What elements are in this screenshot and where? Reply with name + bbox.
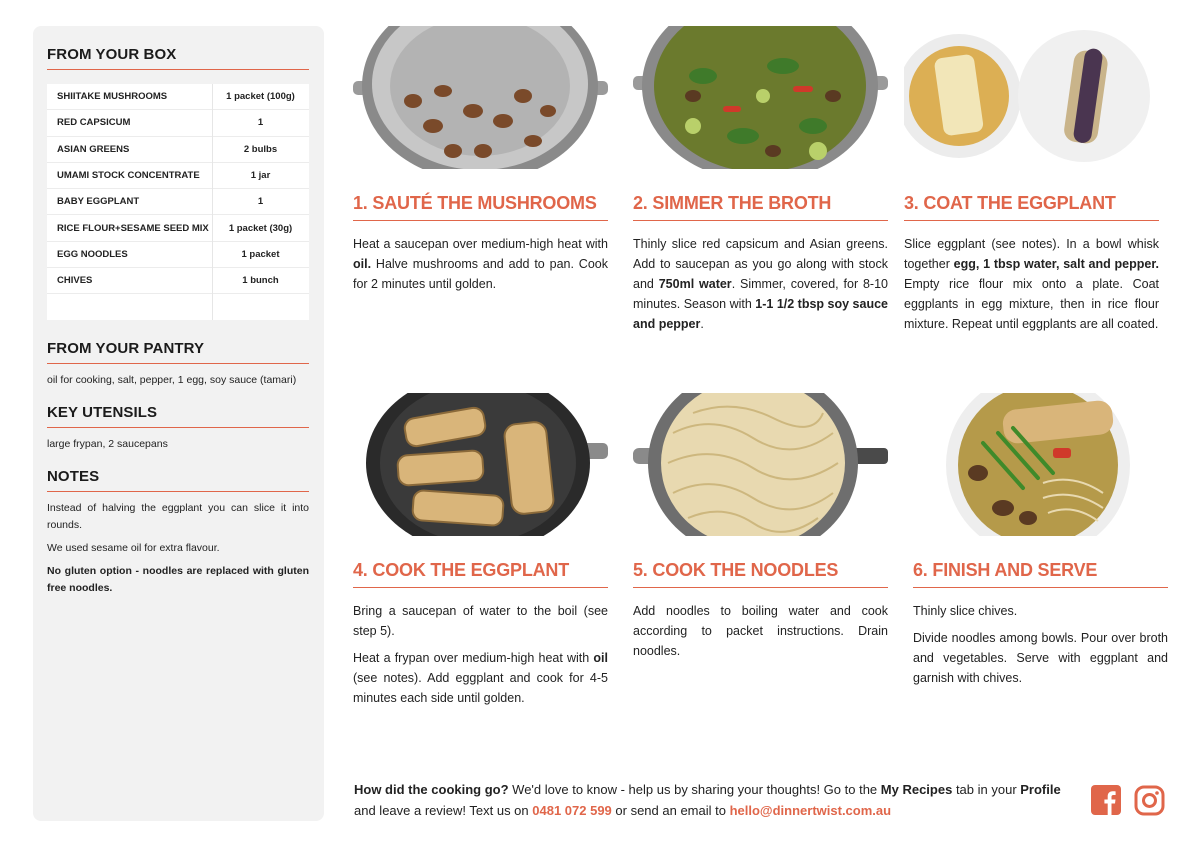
- ingredient-qty: 1: [257, 196, 264, 208]
- step-2: [633, 26, 888, 334]
- step-text: Heat a saucepan over medium-high heat with oil. Halve mushrooms and add to pan. Cook for 2 minutes until golden.: [353, 237, 608, 291]
- noodles-strainer-photo: [633, 393, 888, 536]
- ingredients-table: [47, 84, 309, 320]
- broth-pot-photo: [633, 26, 888, 169]
- step-title: 4. COOK THE EGGPLANT: [353, 560, 608, 588]
- step-3: [904, 26, 1159, 334]
- ingredient-qty: 2 bulbs: [243, 143, 278, 155]
- step-title: 6. FINISH AND SERVE: [913, 560, 1168, 588]
- ingredient-name: RED CAPSICUM: [57, 117, 131, 129]
- frypan-eggplant-photo: [353, 393, 608, 536]
- table-row: [47, 84, 309, 110]
- phone-link[interactable]: 0481 072 599: [532, 803, 612, 818]
- step-6: [913, 393, 1168, 688]
- pantry-text: oil for cooking, salt, pepper, 1 egg, soy sauce (tamari): [47, 374, 297, 386]
- ingredient-qty: 1 bunch: [242, 275, 279, 287]
- ingredient-name: BABY EGGPLANT: [57, 196, 140, 208]
- step-title: 1. SAUTÉ THE MUSHROOMS: [353, 193, 608, 221]
- ingredient-name: UMAMI STOCK CONCENTRATE: [57, 170, 200, 182]
- step-text: Thinly slice red capsicum and Asian greens. Add to saucepan as you go along with stock and 750ml water. Simmer, covered, for 8-10 minutes. Season with 1-1 1/2 tbsp soy sauce and pepper.: [633, 237, 888, 331]
- note-text: Instead of halving the eggplant you can slice it into rounds.: [47, 502, 309, 531]
- table-row: [47, 137, 309, 163]
- step-text: Thinly slice chives.: [913, 604, 1018, 618]
- key-utensils-heading: KEY UTENSILS: [47, 404, 309, 428]
- feedback-footer: How did the cooking go? We'd love to know - help us by sharing your thoughts! Go to the My Recipes tab in your Profile and leave a review! Text us on 0481 072 599 or send an email to hello@dinnertwist.com.au: [354, 782, 1061, 818]
- gluten-note: No gluten option - noodles are replaced with gluten free noodles.: [47, 565, 309, 594]
- step-text: Add noodles to boiling water and cook according to packet instructions. Drain noodles.: [633, 604, 888, 658]
- table-row: [47, 110, 309, 136]
- step-1: [353, 26, 608, 294]
- step-4: [353, 393, 608, 708]
- ingredient-qty: 1 jar: [250, 170, 271, 182]
- step-text: Heat a frypan over medium-high heat with oil (see notes). Add eggplant and cook for 4-5 minutes each side until golden.: [353, 651, 608, 705]
- ingredient-qty: 1 packet (100g): [226, 91, 295, 103]
- ingredient-qty: 1: [257, 117, 264, 129]
- mushrooms-pan-photo: [353, 26, 608, 169]
- ingredient-name: ASIAN GREENS: [57, 143, 130, 155]
- profile-link[interactable]: Profile: [1020, 782, 1061, 797]
- ingredient-name: EGG NOODLES: [57, 248, 128, 260]
- facebook-icon[interactable]: [1091, 785, 1121, 820]
- ingredient-name: RICE FLOUR+SESAME SEED MIX: [57, 222, 209, 234]
- table-row: [47, 163, 309, 189]
- table-row: [47, 242, 309, 268]
- step-title: 3. COAT THE EGGPLANT: [904, 193, 1159, 221]
- table-row: [47, 268, 309, 294]
- note-text: We used sesame oil for extra flavour.: [47, 542, 220, 554]
- ingredient-name: SHIITAKE MUSHROOMS: [57, 91, 168, 103]
- finished-bowl-photo: [913, 393, 1168, 536]
- instagram-icon[interactable]: [1134, 785, 1165, 821]
- email-link[interactable]: hello@dinnertwist.com.au: [729, 803, 892, 818]
- ingredient-name: CHIVES: [57, 275, 93, 287]
- my-recipes-link[interactable]: My Recipes: [880, 782, 953, 797]
- step-title: 2. SIMMER THE BROTH: [633, 193, 888, 221]
- step-5: [633, 393, 888, 661]
- notes-heading: NOTES: [47, 468, 309, 492]
- step-text: Slice eggplant (see notes). In a bowl whisk together egg, 1 tbsp water, salt and pepper. Empty rice flour mix onto a plate. Coat eggplants in egg mixture, then in rice flour mixture. Repeat until eggplants are all coated.: [904, 237, 1160, 331]
- ingredient-qty: 1 packet (30g): [228, 222, 293, 234]
- from-your-box-heading: FROM YOUR BOX: [47, 46, 309, 70]
- step-title: 5. COOK THE NOODLES: [633, 560, 888, 588]
- ingredient-qty: 1 packet: [241, 248, 280, 260]
- utensils-text: large frypan, 2 saucepans: [47, 438, 168, 450]
- coating-plates-photo: [904, 26, 1159, 169]
- table-row: [47, 215, 309, 241]
- step-text: Bring a saucepan of water to the boil (see step 5).: [353, 604, 608, 638]
- ingredients-sidebar: [33, 26, 324, 821]
- step-text: Divide noodles among bowls. Pour over broth and vegetables. Serve with eggplant and garnish with chives.: [913, 631, 1168, 685]
- from-your-pantry-heading: FROM YOUR PANTRY: [47, 340, 309, 364]
- feedback-question: How did the cooking go?: [354, 782, 509, 797]
- table-row: [47, 189, 309, 215]
